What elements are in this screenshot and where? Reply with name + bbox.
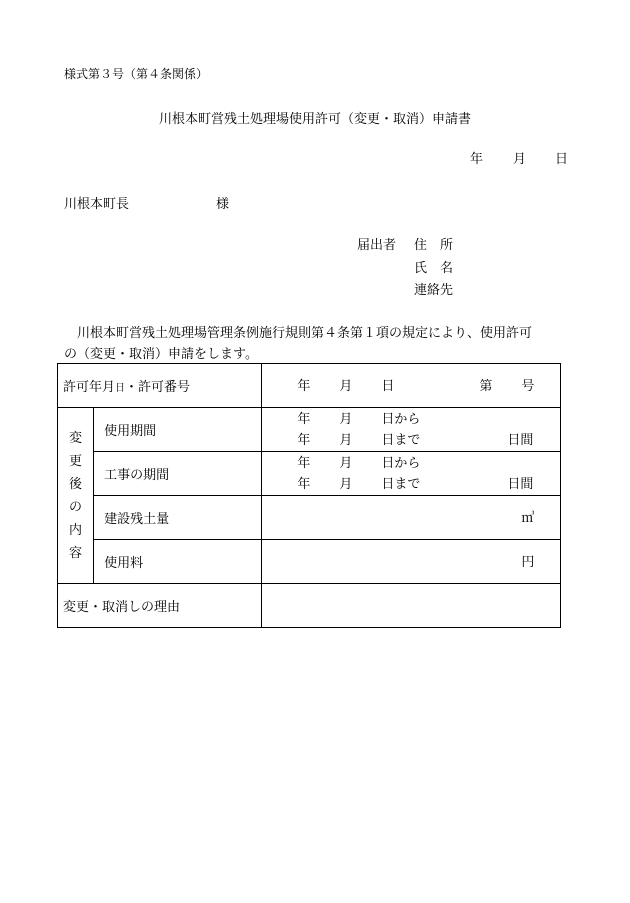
- submitter-label: 届出者: [357, 238, 397, 253]
- vertical-char-5: 内: [69, 522, 83, 538]
- vertical-char-1: 変: [69, 430, 83, 446]
- body-line-2: の（変更・取消）申請をします。: [64, 347, 258, 362]
- permit-row: [58, 364, 561, 408]
- construction-to-month: 月: [339, 477, 353, 492]
- addressee-suffix: 様: [216, 197, 230, 212]
- construction-label: 工事の期間: [94, 452, 262, 496]
- reason-label: 変更・取消しの理由: [58, 584, 262, 628]
- page-title: 川根本町営残土処理場使用許可（変更・取消）申請書: [158, 112, 471, 127]
- period-to-day: 日まで: [381, 433, 421, 448]
- permit-label-a: 許可年月: [63, 380, 116, 395]
- permit-value-cell[interactable]: [262, 364, 561, 408]
- period-days: 日間: [507, 433, 534, 448]
- body-line-1: 川根本町営残土処理場管理条例施行規則第４条第１項の規定により、使用許可: [77, 326, 533, 341]
- fee-label: 使用料: [94, 540, 262, 584]
- reason-row: [58, 584, 561, 628]
- fee-row: [58, 540, 561, 584]
- vertical-char-2: 更: [69, 453, 83, 469]
- construction-row: [58, 452, 561, 496]
- soil-row: [58, 496, 561, 540]
- reason-value-cell[interactable]: [262, 584, 561, 628]
- date-year: 年: [470, 152, 484, 167]
- vertical-header-cell: [58, 408, 94, 584]
- period-from-month: 月: [339, 412, 353, 427]
- form-number-label: 様式第３号（第４条関係）: [64, 67, 209, 81]
- permit-month: 月: [339, 379, 353, 394]
- date-month: 月: [513, 152, 527, 167]
- fee-value-cell[interactable]: [262, 540, 561, 584]
- construction-from-month: 月: [339, 456, 353, 471]
- soil-value-cell[interactable]: [262, 496, 561, 540]
- construction-to-day: 日まで: [381, 477, 421, 492]
- vertical-char-3: 後: [69, 476, 83, 492]
- fee-unit: 円: [521, 555, 535, 570]
- permit-day: 日: [381, 379, 395, 394]
- submitter-contact-label: 連絡先: [414, 283, 454, 298]
- construction-to-year: 年: [297, 477, 311, 492]
- construction-value-cell[interactable]: [262, 452, 561, 496]
- permit-label-c: ・許可番号: [125, 380, 191, 395]
- soil-label: 建設残土量: [94, 496, 262, 540]
- permit-year: 年: [297, 379, 311, 394]
- permit-dai: 第: [479, 379, 493, 394]
- application-table: [57, 363, 561, 628]
- submitter-address-label: 住 所: [414, 238, 454, 253]
- submitter-name-label: 氏 名: [414, 261, 454, 276]
- date-day: 日: [555, 152, 569, 167]
- permit-label-cell: [58, 364, 262, 408]
- vertical-char-4: の: [69, 499, 83, 515]
- construction-from-day: 日から: [381, 456, 421, 471]
- construction-from-year: 年: [297, 456, 311, 471]
- period-value-cell[interactable]: [262, 408, 561, 452]
- soil-unit: ㎥: [521, 511, 535, 526]
- period-to-month: 月: [339, 433, 353, 448]
- period-from-day: 日から: [381, 412, 421, 427]
- construction-days: 日間: [507, 477, 534, 492]
- addressee: 川根本町長: [64, 197, 130, 212]
- period-to-year: 年: [297, 433, 311, 448]
- body-text: [64, 323, 584, 365]
- vertical-char-6: 容: [69, 545, 83, 561]
- period-from-year: 年: [297, 412, 311, 427]
- period-row: [58, 408, 561, 452]
- permit-go: 号: [521, 379, 535, 394]
- period-label: 使用期間: [94, 408, 262, 452]
- permit-label-b: 日: [115, 383, 126, 394]
